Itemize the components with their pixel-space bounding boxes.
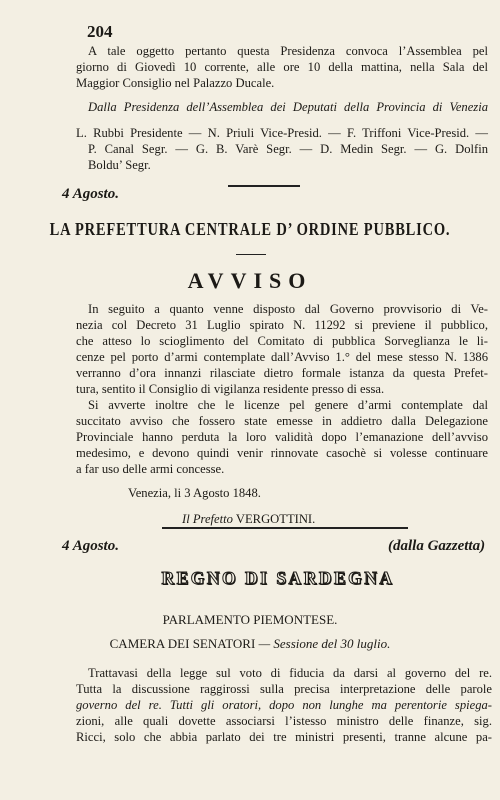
para1-line-6: tura, sentito il Consiglio di vigilanza residente presso di essa. (76, 382, 385, 396)
chamber-name: CAMERA DEI SENATORI (109, 636, 256, 651)
body-line-3: governo del re. Tutti gli oratori, dopo non lunghe ma perentorie spiega- (76, 698, 492, 712)
session-date: — Sessione del 30 luglio. (258, 636, 391, 651)
presidency-line: Dalla Presidenza dell’Assemblea dei Deputati della Provincia di Venezia (88, 100, 488, 114)
body-line-1: Trattavasi della legge sul voto di fiducia da darsi al governo del re. (88, 666, 492, 680)
section1-date: 4 Agosto. (62, 186, 119, 202)
para1-line-1: In seguito a quanto venne disposto dal Governo provvisorio di Ve- (88, 302, 488, 316)
signatories-line-2: P. Canal Segr. — G. B. Varè Segr. — D. Medin Segr. — G. Dolfin (88, 142, 488, 156)
signatories-line-3: Boldu’ Segr. (88, 158, 151, 172)
separator-rule (228, 185, 300, 187)
session-heading (0, 636, 500, 651)
notice-title: AVVISO (187, 268, 313, 293)
place-date: Venezia, li 3 Agosto 1848. (128, 486, 261, 500)
para1-line-3: che atteso lo scioglimento del Comitato di pubblica Sorveglianza le li- (76, 334, 488, 348)
prefecture-heading: LA PREFETTURA CENTRALE D’ ORDINE PUBBLICO. (49, 220, 451, 240)
intro-line-3: Maggior Consiglio nel Palazzo Ducale. (76, 76, 275, 90)
para1-line-5: verranno d’ora innanzi rilasciate dietro formale istanza da questa Prefet- (76, 366, 488, 380)
para2-line-5: a far uso delle armi concesse. (76, 462, 225, 476)
parliament-heading: PARLAMENTO PIEMONTESE. (162, 612, 338, 627)
signature-line (182, 512, 315, 527)
para1-line-4: cenze pel porto d’armi contemplate dall’Avviso 1.° del mese stesso N. 1386 (76, 350, 488, 364)
signatories-line-1: L. Rubbi Presidente — N. Priuli Vice-Presid. — F. Triffoni Vice-Presid. — (76, 126, 488, 140)
page-number: 204 (87, 22, 113, 41)
separator-rule (236, 254, 266, 255)
intro-line-2: giorno di Giovedì 10 corrente, alle ore 10 della mattina, nella Sala del (76, 60, 488, 74)
section2-date: 4 Agosto. (62, 538, 119, 554)
body-line-5: Ricci, solo che abbia parlato dei tre ministri presenti, tranne alcune pa- (76, 730, 492, 744)
source-note: (dalla Gazzetta) (388, 538, 486, 554)
para1-line-2: nezia col Decreto 31 Luglio spirato N. 11292 si previene il pubblico, (76, 318, 488, 332)
kingdom-title: REGNO DI SARDEGNA (161, 568, 395, 588)
para2-line-4: medesimo, e devono quindi venir rinnovate casochè si volesse continuare (76, 446, 488, 460)
intro-line-1: A tale oggetto pertanto questa Presidenza convoca l’Assemblea pel (88, 44, 488, 58)
para2-line-1: Si avverte inoltre che le licenze pel genere d’armi contemplate dal (88, 398, 488, 412)
para2-line-3: Provinciale hanno perduta la loro validità dopo l’emanazione dell’avviso (76, 430, 488, 444)
body-line-4: zioni, alle quali dovette associarsi l’istesso ministro delle finanze, sig. (76, 714, 492, 728)
separator-rule (162, 527, 408, 529)
prefect-name: VERGOTTINI. (235, 512, 316, 526)
para2-line-2: succitato avviso che fossero state emesse in addietro dalla Delegazione (76, 414, 488, 428)
body-line-2: Tutta la discussione raggirossi sulla precisa interpretazione delle parole (76, 682, 492, 696)
prefect-label: Il Prefetto (182, 512, 233, 526)
